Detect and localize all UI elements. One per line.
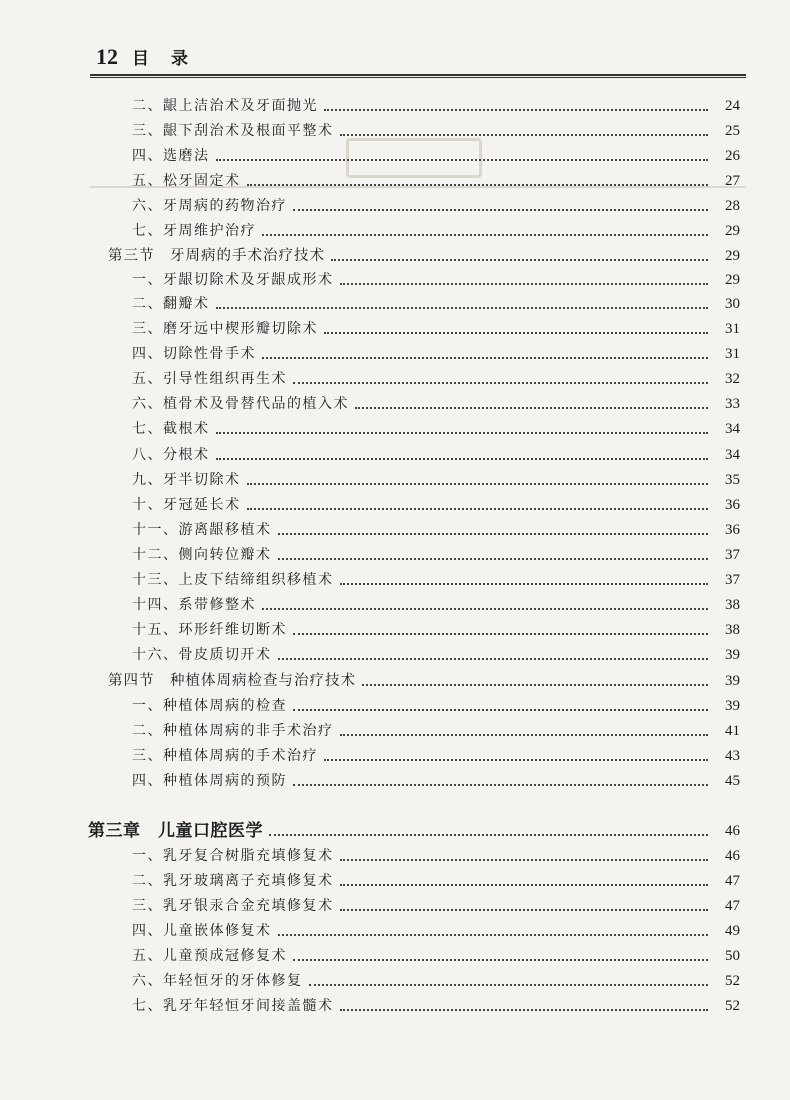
- toc-item[interactable]: [0, 742, 790, 766]
- toc-entry-title: 五、引导性组织再生术: [132, 371, 287, 387]
- toc-entry-title: 三、乳牙银汞合金充填修复术: [132, 898, 334, 914]
- dot-leader: [278, 934, 709, 936]
- toc-row-content: [0, 896, 740, 916]
- toc-page-number: 31: [725, 321, 740, 337]
- toc-entry-title: 七、乳牙年轻恒牙间接盖髓术: [132, 998, 334, 1014]
- dot-leader: [324, 332, 708, 334]
- toc-entry-title: 三、磨牙远中楔形瓣切除术: [132, 321, 318, 337]
- toc-entry-title: 二、翻瓣术: [132, 296, 210, 312]
- dot-leader: [216, 458, 709, 460]
- dot-leader: [324, 109, 708, 111]
- toc-page-number: 37: [725, 547, 740, 563]
- toc-entry-title: 十四、系带修整术: [132, 597, 256, 613]
- toc-item[interactable]: [0, 192, 790, 216]
- toc-item[interactable]: [0, 92, 790, 116]
- toc-row-content: [0, 671, 740, 691]
- toc-page-number: 35: [725, 472, 740, 488]
- toc-entry-title: 五、儿童预成冠修复术: [132, 948, 287, 964]
- toc-entry-title: 十六、骨皮质切开术: [132, 647, 272, 663]
- dot-leader: [340, 859, 709, 861]
- toc-row-content: [0, 369, 740, 389]
- toc-page-number: 30: [725, 296, 740, 312]
- toc-item[interactable]: [0, 591, 790, 615]
- toc-entry-title: 十、牙冠延长术: [132, 497, 241, 513]
- toc-page-number: 39: [725, 647, 740, 663]
- toc-entry-title: 四、儿童嵌体修复术: [132, 923, 272, 939]
- dot-leader: [309, 984, 709, 986]
- dot-leader: [247, 508, 709, 510]
- toc-entry-title: 十三、上皮下结缔组织移植术: [132, 572, 334, 588]
- toc-page-number: 49: [725, 923, 740, 939]
- toc-row-content: [0, 520, 740, 540]
- toc-row-content: [0, 570, 740, 590]
- toc-item[interactable]: [0, 117, 790, 141]
- toc-entry-title: 三、龈下刮治术及根面平整术: [132, 123, 334, 139]
- toc-page-number: 46: [725, 823, 740, 839]
- toc-page-number: 29: [725, 272, 740, 288]
- toc-item[interactable]: [0, 692, 790, 716]
- toc-entry-title: 一、种植体周病的检查: [132, 698, 287, 714]
- dot-leader: [340, 583, 709, 585]
- toc-item[interactable]: [0, 466, 790, 490]
- toc-entry-title: 二、乳牙玻璃离子充填修复术: [132, 873, 334, 889]
- toc-item[interactable]: [0, 390, 790, 414]
- toc-page-number: 52: [725, 998, 740, 1014]
- toc-item[interactable]: [0, 491, 790, 515]
- toc-entry-title: 四、选磨法: [132, 148, 210, 164]
- dot-leader: [216, 159, 709, 161]
- dot-leader: [262, 234, 708, 236]
- toc-entry-title: 九、牙半切除术: [132, 472, 241, 488]
- toc-item[interactable]: [0, 415, 790, 439]
- toc-row-content: [0, 771, 740, 791]
- toc-row-content: [0, 996, 740, 1016]
- toc-row-content: [0, 96, 740, 116]
- dot-leader: [293, 209, 708, 211]
- toc-page-number: 50: [725, 948, 740, 964]
- dot-leader: [362, 684, 708, 686]
- toc-page-number: 34: [725, 421, 740, 437]
- dot-leader: [293, 633, 708, 635]
- toc-page-number: 29: [725, 248, 740, 264]
- dot-leader: [262, 608, 708, 610]
- dot-leader: [324, 759, 708, 761]
- dot-leader: [340, 283, 709, 285]
- dot-leader: [278, 533, 709, 535]
- toc-page-number: 24: [725, 98, 740, 114]
- toc-entry-title: 六、植骨术及骨替代品的植入术: [132, 396, 349, 412]
- toc-entry-title: 二、种植体周病的非手术治疗: [132, 723, 334, 739]
- toc-row-content: [0, 221, 740, 241]
- toc-row-content: [0, 121, 740, 141]
- toc-item[interactable]: [0, 516, 790, 540]
- toc-item[interactable]: [0, 315, 790, 339]
- dot-leader: [216, 307, 709, 309]
- toc-page-number: 28: [725, 198, 740, 214]
- toc-item[interactable]: [0, 641, 790, 665]
- toc-entry-title: 六、牙周病的药物治疗: [132, 198, 287, 214]
- toc-row-content: [0, 146, 740, 166]
- dot-leader: [340, 134, 709, 136]
- dot-leader: [293, 709, 708, 711]
- toc-section[interactable]: [0, 667, 790, 691]
- toc-row-content: [0, 921, 740, 941]
- toc-row-content: [0, 821, 740, 841]
- toc-row-content: [0, 971, 740, 991]
- toc-item[interactable]: [0, 441, 790, 465]
- toc-entry-title: 五、松牙固定术: [132, 173, 241, 189]
- toc-page-number: 25: [725, 123, 740, 139]
- toc-page-number: 41: [725, 723, 740, 739]
- toc-row-content: [0, 246, 740, 266]
- toc-page-number: 45: [725, 773, 740, 789]
- toc-page-number: 32: [725, 371, 740, 387]
- toc-item[interactable]: [0, 290, 790, 314]
- toc-item[interactable]: [0, 142, 790, 166]
- toc-item[interactable]: [0, 942, 790, 966]
- toc-page-number: 43: [725, 748, 740, 764]
- toc-row-content: [0, 495, 740, 515]
- toc-item[interactable]: [0, 917, 790, 941]
- toc-item[interactable]: [0, 266, 790, 290]
- toc-entry-title: 一、牙龈切除术及牙龈成形术: [132, 272, 334, 288]
- toc-row-content: [0, 595, 740, 615]
- toc-row-content: [0, 721, 740, 741]
- toc-section[interactable]: [0, 242, 790, 266]
- toc-entry-title: 四、切除性骨手术: [132, 346, 256, 362]
- toc-item[interactable]: [0, 967, 790, 991]
- toc-item[interactable]: [0, 167, 790, 191]
- dot-leader: [355, 407, 708, 409]
- toc-entry-title: 三、种植体周病的手术治疗: [132, 748, 318, 764]
- running-title: 目录: [132, 49, 210, 69]
- toc-page-number: 34: [725, 447, 740, 463]
- page-number: 12: [96, 44, 118, 69]
- toc-item[interactable]: [0, 842, 790, 866]
- dot-leader: [216, 432, 709, 434]
- dot-leader: [247, 483, 709, 485]
- toc-entry-title: 一、乳牙复合树脂充填修复术: [132, 848, 334, 864]
- toc-entry-title: 十五、环形纤维切断术: [132, 622, 287, 638]
- toc-page-number: 47: [725, 898, 740, 914]
- toc-item[interactable]: [0, 340, 790, 364]
- toc-page-number: 26: [725, 148, 740, 164]
- toc-page-number: 39: [725, 673, 740, 689]
- dot-leader: [293, 784, 708, 786]
- dot-leader: [278, 658, 709, 660]
- header-rule-thin: [90, 77, 746, 78]
- toc-row-content: [0, 171, 740, 191]
- toc-row-content: [0, 294, 740, 314]
- toc-page-number: 46: [725, 848, 740, 864]
- toc-row-content: [0, 871, 740, 891]
- header-rule: [90, 74, 746, 76]
- toc-row-content: [0, 470, 740, 490]
- toc-row-content: [0, 946, 740, 966]
- toc-page-number: 47: [725, 873, 740, 889]
- toc-item[interactable]: [0, 867, 790, 891]
- toc-page-number: 38: [725, 622, 740, 638]
- toc-page-number: 37: [725, 572, 740, 588]
- dot-leader: [247, 184, 709, 186]
- dot-leader: [340, 909, 709, 911]
- toc-page-number: 52: [725, 973, 740, 989]
- toc-entry-title: 七、牙周维护治疗: [132, 223, 256, 239]
- toc-row-content: [0, 445, 740, 465]
- toc-page-number: 36: [725, 522, 740, 538]
- toc-row-content: [0, 196, 740, 216]
- toc-page-number: 36: [725, 497, 740, 513]
- dot-leader: [269, 834, 708, 836]
- toc-row-content: [0, 645, 740, 665]
- toc-entry-title: 六、年轻恒牙的牙体修复: [132, 973, 303, 989]
- toc-row-content: [0, 270, 740, 290]
- toc-item[interactable]: [0, 892, 790, 916]
- dot-leader: [293, 959, 708, 961]
- toc-entry-title: 十二、侧向转位瓣术: [132, 547, 272, 563]
- dot-leader: [331, 259, 708, 261]
- dot-leader: [340, 884, 709, 886]
- toc-entry-title: 八、分根术: [132, 447, 210, 463]
- toc-row-content: [0, 344, 740, 364]
- toc-row-content: [0, 846, 740, 866]
- toc-entry-title: 七、截根术: [132, 421, 210, 437]
- toc-row-content: [0, 746, 740, 766]
- toc-row-content: [0, 419, 740, 439]
- toc-entry-title: 第三章 儿童口腔医学: [88, 821, 263, 841]
- toc-page-number: 31: [725, 346, 740, 362]
- dot-leader: [340, 1009, 709, 1011]
- dot-leader: [278, 558, 709, 560]
- toc-item[interactable]: [0, 616, 790, 640]
- toc-item[interactable]: [0, 767, 790, 791]
- toc-entry-title: 第三节 牙周病的手术治疗技术: [108, 248, 325, 264]
- toc-item[interactable]: [0, 566, 790, 590]
- dot-leader: [340, 734, 709, 736]
- toc-page-number: 39: [725, 698, 740, 714]
- running-header: [96, 44, 746, 74]
- toc-row-content: [0, 319, 740, 339]
- toc-row-content: [0, 696, 740, 716]
- toc-row-content: [0, 545, 740, 565]
- toc-item[interactable]: [0, 717, 790, 741]
- toc-row-content: [0, 394, 740, 414]
- toc-row-content: [0, 620, 740, 640]
- toc-page-number: 29: [725, 223, 740, 239]
- dot-leader: [262, 357, 708, 359]
- toc-entry-title: 第四节 种植体周病检查与治疗技术: [108, 673, 356, 689]
- toc-item[interactable]: [0, 365, 790, 389]
- toc-chapter[interactable]: [0, 817, 790, 841]
- toc-page-number: 27: [725, 173, 740, 189]
- toc-entry-title: 二、龈上洁治术及牙面抛光: [132, 98, 318, 114]
- toc-item[interactable]: [0, 541, 790, 565]
- toc-item[interactable]: [0, 217, 790, 241]
- toc-entry-title: 四、种植体周病的预防: [132, 773, 287, 789]
- toc-page-number: 33: [725, 396, 740, 412]
- toc-entry-title: 十一、游离龈移植术: [132, 522, 272, 538]
- toc-page-number: 38: [725, 597, 740, 613]
- toc-item[interactable]: [0, 992, 790, 1016]
- dot-leader: [293, 382, 708, 384]
